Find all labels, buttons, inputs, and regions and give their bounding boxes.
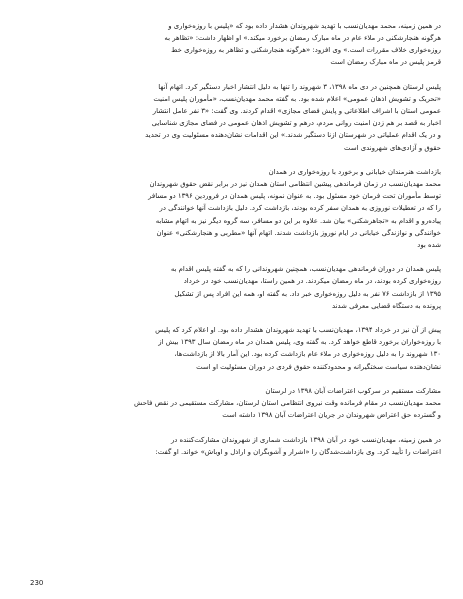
section-heading: مشارکت مستقیم در سرکوب اعتراضات آبان ۱۳۹۸ در لرستان: [265, 386, 441, 395]
text-line: روزه‌خواری خلاف مقررات است.» وی افزود: «هرگونه هنجارشکنی و تظاهر به روزه‌خواری خط: [171, 46, 441, 55]
text-line: اخبار به قصد بر هم زدن امنیت روانی مردم، درهم و تشویش اذهان عمومی در فضای مجازی شناسایی: [151, 119, 441, 128]
text-line: را که در تعطیلات نوروزی به همدان سفر کرده بودند، بازداشت کرد. دلیل بازداشت آنها خوانندگی در: [159, 204, 441, 213]
text-line: پلیس همدان در دوران فرماندهی مهدیان‌نسب، همچنین شهروندانی را که به گفته پلیس اقدام به: [170, 265, 441, 274]
text-line: توسط مأموران تحت فرمان خود مسئول بود. به عنوان نمونه، پلیس همدان در فروردین ۱۳۹۶ دو مسافر: [148, 192, 441, 201]
section-hamedan-street-artists: [24, 166, 441, 251]
text-line: محمد مهدیان‌نسب در زمان فرماندهی پیشین انتظامی استان همدان نیز در برابر نقض حقوق شهروندان: [149, 180, 441, 189]
document-body: [24, 20, 441, 458]
text-line: عمومی استان با اشراف اطلاعاتی و پایش فضای مجازی» اقدام کردند. وی گفت: «۳ نفر عامل انتشار: [152, 107, 441, 116]
text-line: در همین زمینه، محمد مهدیان‌نسب با تهدید شهروندان هشدار داده بود که «پلیس با روزه‌خواری و: [168, 22, 441, 30]
section-heading: بازداشت هنرمندان خیابانی و برخورد با روزه‌خواری در همدان: [268, 167, 441, 176]
text-line: قرمز پلیس در ماه مبارک رمضان است: [330, 58, 441, 67]
paragraph-lorestan-arrests: [24, 81, 441, 154]
text-line: محمد مهدیان‌نسب در مقام فرمانده وقت نیروی انتظامی استان لرستان، مشارکت مستقیمی در نقض فاحش: [133, 399, 441, 407]
text-line: روزه‌خواری کرده بودند، در ماه رمضان میکردند. در همین راستا، مهدیان‌نسب خود در خرداد: [183, 277, 441, 286]
text-line: با روزه‌خواران برخورد قاطع خواهد کرد. به گفته وی، پلیس همدان در ماه رمضان سال ۱۳۹۳ بیش از: [158, 338, 441, 347]
page-number: 230: [30, 579, 44, 587]
text-line: «تحریک و تشویش اذهان عمومی» اعلام شده بود. به گفته محمد مهدیان‌نسب، «مأموران پلیس امنیت: [153, 94, 441, 103]
text-line: حقوق و آزادی‌های شهروندی است: [344, 143, 441, 152]
text-line: پرونده به دستگاه قضایی معرفی شدند: [331, 301, 441, 310]
text-line: پیاده‌رو و اقدام به «تجاهرشکنی» بیان شد. علاوه بر این دو مسافر، سه گروه دیگر نیز به اتهام مشابه: [155, 216, 441, 225]
paragraph-hamedan-fast-breakers: [24, 263, 441, 312]
text-line: نشان‌دهنده سیاست سختگیرانه و محدودکننده حقوق فردی در دوران مسئولیت او است: [196, 362, 441, 371]
text-line: هرگونه هنجارشکنی در ملاء عام در ماه مبارک رمضان برخورد میکند.» او اظهار داشت: «تظاهر به: [164, 34, 441, 43]
paragraph-ramadan-warning: [24, 20, 441, 69]
text-line: و در یک اقدام عملیاتی در شهرستان ازنا دستگیر شدند.» این اقدامات نشان‌دهنده مسئولیت وی در تحدید: [145, 131, 441, 140]
text-line: خوانندگی و نوازندگی خیابانی در ایام نوروز بازداشت شدند. اتهام آنها «مطربی و هنجارشکنی» عنوان: [156, 228, 441, 237]
text-line: ۱۳۰ شهروند را به دلیل روزه‌خواری در ملاء عام بازداشت کرده بود. این آمار بالا از بازداشت‌ها،: [174, 350, 441, 359]
text-line: در همین زمینه، مهدیان‌نسب خود در آبان ۱۳۹۸ بازداشت شماری از شهروندان مشارکت‌کننده در: [170, 435, 441, 444]
paragraph-1394-warning: [24, 324, 441, 373]
text-line: پلیس لرستان همچنین در دی ماه ۱۳۹۸، ۳ شهروند را تنها به دلیل انتشار اخبار دستگیر کرد. اتهام آنها: [158, 82, 441, 91]
paragraph-protester-arrests: [24, 434, 441, 458]
text-line: پیش از آن نیز در خرداد ۱۳۹۴، مهدیان‌نسب با تهدید شهروندان هشدار داده بود. او اعلام کرد که پلیس: [155, 326, 441, 335]
text-line: و گسترده حق اعتراض شهروندان در جریان اعتراضات آبان ۱۳۹۸ داشته است: [222, 411, 441, 420]
section-aban-1398-protests: [24, 385, 441, 421]
text-line: شده بود: [417, 240, 441, 249]
text-line: اعتراضات را تأیید کرد. وی بازداشت‌شدگان را «اشرار و آشوبگران و اراذل و اوباش» خواند. او گفت:: [155, 447, 441, 456]
text-line: ۱۳۹۵ از بازداشت ۷۶ نفر به دلیل روزه‌خواری خبر داد. به گفته او، همه این افراد پس از تشکیل: [174, 289, 441, 298]
